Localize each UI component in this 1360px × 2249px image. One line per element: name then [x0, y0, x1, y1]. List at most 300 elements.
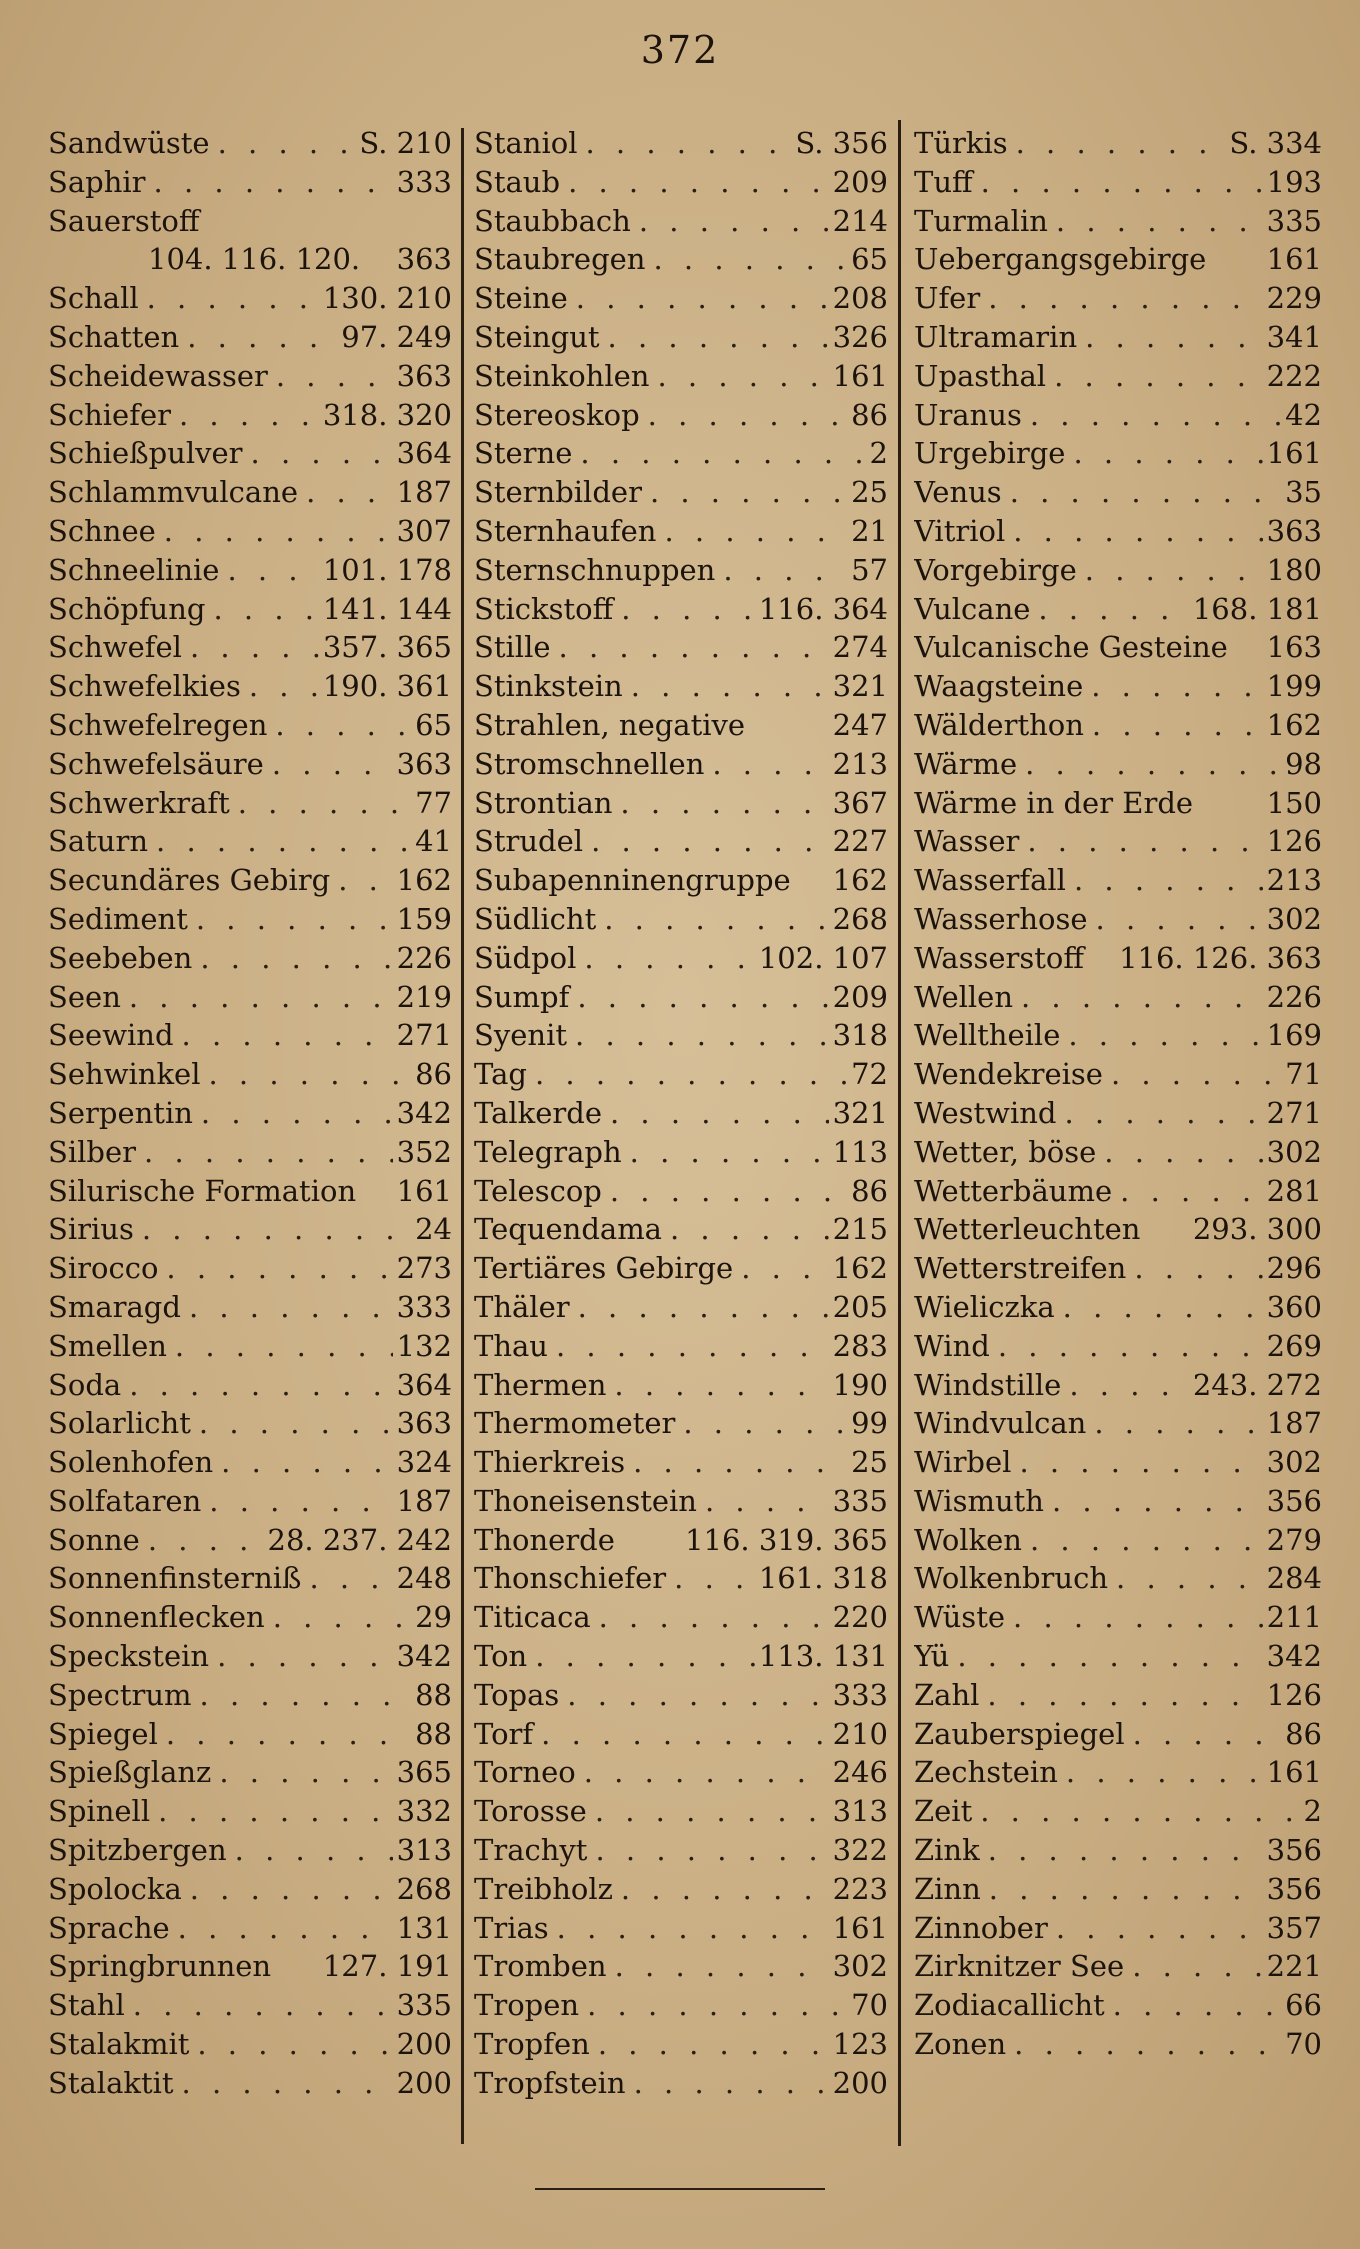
index-pages: 25 — [851, 1445, 888, 1480]
leader-dots — [182, 628, 319, 667]
index-pages: 356 — [1266, 1833, 1322, 1868]
leader-dots — [973, 163, 1263, 202]
index-pages: 65 — [415, 707, 452, 742]
index-term: Wetter, böse — [914, 1134, 1097, 1169]
index-pages: 227 — [832, 824, 888, 859]
index-term: Schatten — [48, 319, 180, 354]
index-entry — [914, 784, 1322, 823]
leader-dots — [170, 1909, 393, 1948]
index-term: Saturn — [48, 824, 149, 859]
index-pages: 364 — [396, 1367, 452, 1402]
index-entry — [474, 1133, 888, 1172]
index-pages: 208 — [832, 281, 888, 316]
index-entry — [914, 279, 1322, 318]
index-term: Vitriol — [914, 513, 1006, 548]
index-term: Staubregen — [474, 242, 646, 277]
index-pages: 86 — [415, 1057, 452, 1092]
leader-dots — [1044, 1482, 1263, 1521]
index-pages: 126 — [1266, 1677, 1322, 1712]
index-entry — [48, 551, 452, 590]
index-term: Soda — [48, 1367, 122, 1402]
index-term: Windstille — [914, 1367, 1062, 1402]
index-term: Wälderthon — [914, 707, 1084, 742]
index-term: Zechstein — [914, 1755, 1058, 1790]
index-entry — [474, 1521, 888, 1560]
leader-dots — [1088, 900, 1263, 939]
closing-rule — [535, 2188, 825, 2190]
index-entry — [48, 1288, 452, 1327]
leader-dots — [645, 240, 847, 279]
index-term: Steinkohlen — [474, 358, 650, 393]
index-term: Schießpulver — [48, 436, 243, 471]
index-term: Silurische Formation — [48, 1173, 357, 1208]
leader-dots — [602, 1094, 829, 1133]
leader-dots — [140, 1521, 264, 1560]
index-entry — [914, 1986, 1322, 2025]
index-entry — [914, 434, 1322, 473]
index-pages: 357 — [1266, 1910, 1322, 1945]
leader-dots — [626, 2064, 829, 2103]
index-term: Schwefel — [48, 630, 182, 665]
index-entry — [48, 822, 452, 861]
index-entry — [474, 1288, 888, 1327]
index-term: Spießglanz — [48, 1755, 212, 1790]
index-entry — [474, 2064, 888, 2103]
index-entry — [48, 745, 452, 784]
leader-dots — [1058, 1753, 1263, 1792]
leader-dots — [205, 590, 318, 629]
leader-dots — [1077, 318, 1263, 357]
index-term: Wärme in der Erde — [914, 785, 1194, 820]
index-term: Torneo — [474, 1755, 576, 1790]
index-term: Zonen — [914, 2027, 1007, 2062]
index-pages: 321 — [832, 669, 888, 704]
index-entry — [474, 1172, 888, 1211]
index-pages: 199 — [1266, 669, 1322, 704]
leader-dots — [980, 279, 1262, 318]
index-entry — [48, 1016, 452, 1055]
index-term: Trias — [474, 1910, 549, 1945]
leader-dots — [1022, 396, 1281, 435]
leader-dots — [1077, 551, 1263, 590]
index-term: Speckstein — [48, 1639, 210, 1674]
leader-dots — [649, 357, 828, 396]
index-entry — [48, 163, 452, 202]
index-term: Uranus — [914, 397, 1022, 432]
index-pages: 333 — [396, 1289, 452, 1324]
leader-dots — [243, 434, 393, 473]
index-term: Thonschiefer — [474, 1561, 667, 1596]
index-term: Turmalin — [914, 203, 1048, 238]
index-pages: 268 — [396, 1871, 452, 1906]
leader-dots — [134, 1210, 411, 1249]
index-pages: 88 — [415, 1716, 452, 1751]
index-term: Sehwinkel — [48, 1057, 201, 1092]
index-entry — [474, 1715, 888, 1754]
index-pages: 248 — [396, 1561, 452, 1596]
index-entry — [48, 2064, 452, 2103]
index-pages: 29 — [415, 1600, 452, 1635]
index-term: Tertiäres Gebirge — [474, 1251, 734, 1286]
index-entry — [914, 1404, 1322, 1443]
index-entry — [48, 1249, 452, 1288]
index-entry — [914, 1288, 1322, 1327]
index-pages: 271 — [1266, 1095, 1322, 1130]
leader-dots — [1126, 1249, 1262, 1288]
leader-dots — [656, 512, 847, 551]
leader-dots — [607, 1947, 829, 1986]
index-term: 104. 116. 120. — [148, 242, 361, 277]
index-pages: 116. 364 — [758, 591, 888, 626]
index-term: Wetterleuchten — [914, 1212, 1141, 1247]
index-entry — [48, 1327, 452, 1366]
index-entry — [914, 978, 1322, 1017]
leader-dots — [642, 473, 847, 512]
leader-dots — [569, 978, 828, 1017]
index-pages: 168. 181 — [1192, 591, 1322, 626]
index-term: Vulcane — [914, 591, 1031, 626]
index-term: Stromschnellen — [474, 746, 705, 781]
index-pages: 293. 300 — [1192, 1212, 1322, 1247]
index-term: Spolocka — [48, 1871, 182, 1906]
index-pages: 322 — [832, 1833, 888, 1868]
index-pages: 77 — [415, 785, 452, 820]
index-entry — [474, 1559, 888, 1598]
index-entry — [48, 900, 452, 939]
index-term: Tuff — [914, 164, 973, 199]
leader-dots — [1060, 1016, 1262, 1055]
index-term: Thäler — [474, 1289, 570, 1324]
leader-dots — [1005, 512, 1262, 551]
index-entry — [474, 163, 888, 202]
leader-dots — [227, 1831, 393, 1870]
index-entry — [914, 939, 1322, 978]
index-entry — [474, 318, 888, 357]
leader-dots — [551, 628, 829, 667]
index-entry — [914, 1094, 1322, 1133]
leader-dots — [1046, 357, 1263, 396]
index-entry — [48, 434, 452, 473]
index-entry — [914, 1055, 1322, 1094]
index-entry — [474, 1482, 888, 1521]
index-term: Sternhaufen — [474, 513, 657, 548]
leader-dots — [174, 2064, 393, 2103]
index-entry — [474, 1870, 888, 1909]
index-term: Seewind — [48, 1018, 174, 1053]
leader-dots — [625, 1443, 847, 1482]
index-entry — [914, 1792, 1322, 1831]
index-pages: 302 — [1266, 1134, 1322, 1169]
index-entry — [48, 202, 452, 241]
leader-dots — [587, 1831, 828, 1870]
leader-dots — [576, 1753, 829, 1792]
index-term: Secundäres Gebirg — [48, 863, 331, 898]
leader-dots — [189, 2025, 392, 2064]
leader-dots — [158, 1249, 392, 1288]
index-pages: 116. 319. 365 — [685, 1522, 888, 1557]
index-term: Ultramarin — [914, 319, 1078, 354]
index-entry — [914, 1715, 1322, 1754]
index-pages: 24 — [415, 1212, 452, 1247]
index-pages: 161 — [396, 1173, 452, 1208]
index-entry — [48, 1443, 452, 1482]
index-term: Sternbilder — [474, 475, 642, 510]
leader-dots — [264, 745, 393, 784]
index-pages: 219 — [396, 979, 452, 1014]
leader-dots — [171, 396, 319, 435]
index-pages: 342 — [1266, 1639, 1322, 1674]
leader-dots — [1096, 1133, 1262, 1172]
index-entry — [48, 1831, 452, 1870]
leader-dots — [193, 1094, 393, 1133]
index-pages: 180 — [1266, 552, 1322, 587]
index-entry — [48, 1404, 452, 1443]
index-entry — [914, 551, 1322, 590]
index-term: Schnee — [48, 513, 156, 548]
leader-dots — [1103, 1055, 1281, 1094]
index-entry — [914, 512, 1322, 551]
index-pages: 88 — [415, 1677, 452, 1712]
index-pages: 296 — [1266, 1251, 1322, 1286]
leader-dots — [139, 279, 319, 318]
leader-dots — [1125, 1715, 1282, 1754]
index-entry — [474, 900, 888, 939]
leader-dots — [121, 978, 393, 1017]
index-pages: 200 — [396, 2027, 452, 2062]
index-term: Wetterstreifen — [914, 1251, 1127, 1286]
index-entry — [48, 1055, 452, 1094]
index-entry — [914, 1249, 1322, 1288]
leader-dots — [662, 1210, 829, 1249]
index-pages: 66 — [1285, 1988, 1322, 2023]
index-term: Steine — [474, 281, 568, 316]
index-entry — [914, 357, 1322, 396]
index-pages: 213 — [1266, 863, 1322, 898]
leader-dots — [150, 1792, 393, 1831]
leader-dots — [602, 1172, 847, 1211]
leader-dots — [267, 706, 411, 745]
index-pages: 247 — [832, 707, 888, 742]
index-term: Stalaktit — [48, 2065, 174, 2100]
index-term: Upasthal — [914, 358, 1047, 393]
index-entry — [474, 1909, 888, 1948]
index-pages: 116. 126. 363 — [1119, 940, 1322, 975]
index-term: Sirocco — [48, 1251, 159, 1286]
index-term: Treibholz — [474, 1871, 613, 1906]
index-entry — [474, 667, 888, 706]
index-term: Smellen — [48, 1328, 167, 1363]
index-term: Thermen — [474, 1367, 607, 1402]
leader-dots — [1105, 1986, 1281, 2025]
index-term: Thermometer — [474, 1406, 676, 1441]
index-entry — [48, 978, 452, 1017]
leader-dots — [1056, 1094, 1262, 1133]
leader-dots — [587, 1792, 829, 1831]
leader-dots — [1019, 822, 1262, 861]
leader-dots — [533, 1715, 828, 1754]
index-pages: 279 — [1266, 1522, 1322, 1557]
index-pages: 86 — [851, 1173, 888, 1208]
index-pages: 226 — [1266, 979, 1322, 1014]
leader-dots — [572, 434, 865, 473]
index-term: Serpentin — [48, 1095, 193, 1130]
index-term: Stahl — [48, 1988, 125, 2023]
index-term: Schwefelkies — [48, 669, 241, 704]
index-entry — [474, 551, 888, 590]
leader-dots — [1112, 1172, 1263, 1211]
leader-dots — [1011, 1443, 1262, 1482]
index-entry — [48, 124, 452, 163]
index-term: Ton — [474, 1639, 528, 1674]
index-pages: 190 — [832, 1367, 888, 1402]
leader-dots — [1083, 667, 1262, 706]
leader-dots — [990, 1327, 1263, 1366]
index-pages: 163 — [1266, 630, 1322, 665]
leader-dots — [1065, 434, 1262, 473]
index-pages: 2 — [1303, 1794, 1322, 1829]
leader-dots — [612, 784, 828, 823]
leader-dots — [219, 551, 318, 590]
index-term: Urgebirge — [914, 436, 1066, 471]
index-term: Silber — [48, 1134, 137, 1169]
index-entry — [48, 1482, 452, 1521]
leader-dots — [981, 1870, 1263, 1909]
leader-dots — [733, 1249, 828, 1288]
index-pages: 367 — [832, 785, 888, 820]
index-term: Schneelinie — [48, 552, 220, 587]
index-pages: 313 — [832, 1794, 888, 1829]
index-entry — [48, 512, 452, 551]
index-pages: 318 — [832, 1018, 888, 1053]
index-entry — [48, 1521, 452, 1560]
leader-dots — [1066, 861, 1263, 900]
index-term: Tequendama — [474, 1212, 662, 1247]
index-pages: 360 — [1266, 1289, 1322, 1324]
index-entry — [48, 667, 452, 706]
index-entry — [474, 434, 888, 473]
index-pages: 365 — [396, 1755, 452, 1790]
index-entry — [474, 279, 888, 318]
index-entry — [48, 1753, 452, 1792]
index-term: Thonerde — [474, 1522, 615, 1557]
index-term: Seebeben — [48, 940, 193, 975]
leader-dots — [1006, 2025, 1281, 2064]
index-entry — [914, 1831, 1322, 1870]
index-term: Welltheile — [914, 1018, 1061, 1053]
index-term: Schwefelregen — [48, 707, 268, 742]
leader-dots — [579, 1986, 847, 2025]
index-entry — [48, 1366, 452, 1405]
index-pages: 363 — [396, 1406, 452, 1441]
index-entry — [914, 202, 1322, 241]
index-pages: 209 — [832, 979, 888, 1014]
index-pages: 141. 144 — [322, 591, 452, 626]
index-entry — [914, 861, 1322, 900]
index-pages: S. 334 — [1229, 126, 1322, 160]
index-entry — [914, 1482, 1322, 1521]
index-entry — [48, 1210, 452, 1249]
index-entry — [474, 590, 888, 629]
index-pages: 162 — [832, 1251, 888, 1286]
index-pages: 86 — [851, 397, 888, 432]
index-pages: 2 — [869, 436, 888, 471]
index-pages: 123 — [832, 2027, 888, 2062]
index-entry — [914, 396, 1322, 435]
index-term: Trachyt — [474, 1833, 588, 1868]
index-entry — [48, 1676, 452, 1715]
index-entry — [914, 163, 1322, 202]
index-entry — [48, 240, 452, 279]
index-pages: 70 — [1285, 2027, 1322, 2062]
index-term: Stinkstein — [474, 669, 623, 704]
index-term: Stille — [474, 630, 551, 665]
index-term: Thoneisenstein — [474, 1483, 697, 1518]
index-term: Zahl — [914, 1677, 980, 1712]
leader-dots — [606, 1366, 828, 1405]
index-entry — [474, 1598, 888, 1637]
index-term: Schall — [48, 281, 139, 316]
leader-dots — [576, 939, 754, 978]
leader-dots — [622, 1133, 829, 1172]
index-pages: 352 — [396, 1134, 452, 1169]
index-pages: 363 — [396, 242, 452, 277]
index-term: Wasser — [914, 824, 1020, 859]
leader-dots — [201, 1055, 412, 1094]
index-entry — [474, 1947, 888, 1986]
index-entry — [914, 1210, 1322, 1249]
leader-dots — [179, 318, 337, 357]
index-pages: 342 — [396, 1095, 452, 1130]
index-pages: 220 — [832, 1600, 888, 1635]
index-entry — [914, 1909, 1322, 1948]
index-term: Wetterbäume — [914, 1173, 1113, 1208]
leader-dots — [1005, 1598, 1263, 1637]
index-term: Thierkreis — [474, 1445, 626, 1480]
index-entry — [914, 240, 1322, 279]
index-entry — [914, 1366, 1322, 1405]
index-entry — [474, 1676, 888, 1715]
index-term: Waagsteine — [914, 669, 1084, 704]
index-entry — [914, 1172, 1322, 1211]
index-entry — [474, 1249, 888, 1288]
index-entry — [474, 1637, 888, 1676]
index-term: Sonne — [48, 1522, 140, 1557]
index-entry — [914, 628, 1322, 667]
index-term: Staniol — [474, 126, 578, 160]
index-term: Uebergangsgebirge — [914, 242, 1207, 277]
index-term: Wärme — [914, 746, 1018, 781]
index-entry — [474, 822, 888, 861]
leader-dots — [704, 745, 828, 784]
index-term: Zirknitzer See — [914, 1949, 1125, 1984]
index-pages: 162 — [396, 863, 452, 898]
index-pages: 335 — [396, 1988, 452, 2023]
index-pages: 321 — [832, 1095, 888, 1130]
index-pages: 131 — [396, 1910, 452, 1945]
index-pages: 113 — [832, 1134, 888, 1169]
index-term: Solarlicht — [48, 1406, 191, 1441]
index-entry — [914, 318, 1322, 357]
leader-dots — [1008, 124, 1226, 163]
index-term: Spiegel — [48, 1716, 158, 1751]
index-pages: 97. 249 — [341, 319, 452, 354]
index-term: Strudel — [474, 824, 584, 859]
index-pages: 130. 210 — [322, 281, 452, 316]
index-pages: 332 — [396, 1794, 452, 1829]
index-column-3 — [914, 124, 1322, 2064]
leader-dots — [192, 1676, 412, 1715]
index-term: Tag — [474, 1057, 527, 1092]
